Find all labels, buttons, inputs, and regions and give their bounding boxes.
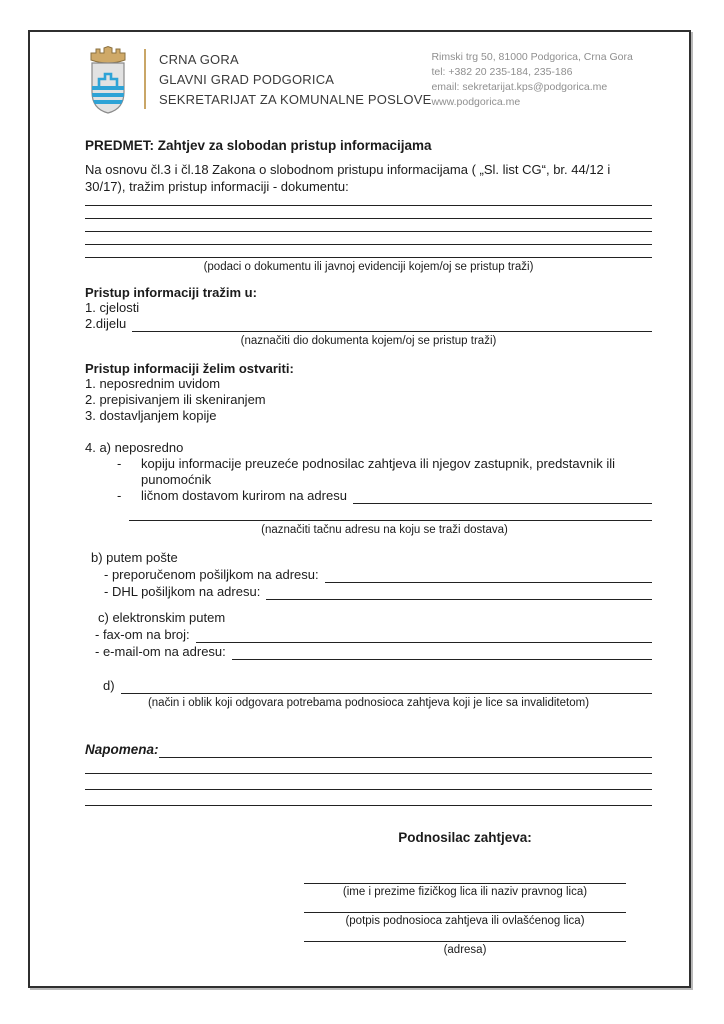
delivery-c-item-2-row	[95, 643, 652, 660]
blank-line	[325, 566, 652, 583]
delivery-b-item-2-row	[104, 583, 652, 600]
blank-line	[266, 583, 652, 600]
blank-line	[85, 232, 652, 245]
delivery-b-item-2-label: - DHL pošiljkom na adresu:	[104, 584, 261, 599]
contact-phone: tel: +382 20 235-184, 235-186	[431, 66, 573, 78]
access-scope-item-2-label: 2.dijelu	[85, 316, 127, 331]
delivery-a-items	[117, 456, 652, 536]
delivery-a-label: 4. a) neposredno	[85, 440, 184, 455]
blank-line	[85, 758, 652, 774]
header-divider	[144, 49, 146, 109]
document-page	[28, 30, 691, 988]
subject-line: PREDMET: Zahtjev za slobodan pristup informacijama	[85, 138, 432, 153]
delivery-b-item-1-row	[104, 566, 652, 583]
signature-address-line	[304, 927, 626, 942]
dash-bullet: -	[117, 488, 122, 503]
note-label: Napomena:	[85, 742, 159, 757]
access-method-item-2: 2. prepisivanjem ili skeniranjem	[85, 392, 266, 407]
blank-line	[85, 195, 652, 206]
access-method-item-3: 3. dostavljanjem kopije	[85, 408, 217, 423]
signature-sign-line	[304, 898, 626, 913]
delivery-b-item-1-label: - preporučenom pošiljkom na adresu:	[104, 567, 319, 582]
contact-email: email: sekretarijat.kps@podgorica.me	[431, 81, 608, 93]
org-line-country: CRNA GORA	[159, 52, 239, 67]
access-scope-item-2-row	[85, 316, 652, 332]
blank-line	[85, 245, 652, 258]
organization-name	[159, 44, 431, 110]
access-scope-caption: (naznačiti dio dokumenta kojem/oj se pristup traži)	[240, 335, 497, 347]
signature-name-caption: (ime i prezime fizičkog lica ili naziv pravnog lica)	[342, 886, 588, 898]
blank-line	[232, 643, 652, 660]
delivery-c-item-2-label: - e-mail-om na adresu:	[95, 644, 226, 659]
blank-line	[196, 626, 652, 643]
delivery-b-label: b) putem pošte	[91, 550, 178, 565]
delivery-a-item-1	[117, 456, 652, 488]
document-description-lines	[85, 195, 652, 258]
intro-paragraph: Na osnovu čl.3 i čl.18 Zakona o slobodnom pristupu informacijama ( „Sl. list CG“, br. 44/12 i 30/17), tražim pristup informaciji - dokumentu:	[85, 162, 611, 194]
org-line-secretariat: SEKRETARIJAT ZA KOMUNALNE POSLOVE	[159, 92, 432, 107]
contact-website: www.podgorica.me	[431, 96, 521, 108]
letterhead	[85, 44, 652, 116]
delivery-c-item-1-label: - fax-om na broj:	[95, 627, 190, 642]
signature-sign-caption: (potpis podnosioca zahtjeva ili ovlašćenog lica)	[345, 915, 585, 927]
delivery-a-caption: (naznačiti tačnu adresu na koju se traži dostava)	[261, 524, 508, 536]
delivery-d-caption: (način i oblik koji odgovara potrebama podnosioca zahtjeva koji je lice sa invaliditetom)	[147, 697, 590, 709]
signature-name-line	[304, 869, 626, 884]
delivery-d-label: d)	[103, 678, 115, 693]
blank-line	[85, 206, 652, 219]
blank-line	[132, 316, 652, 332]
access-method-heading: Pristup informaciji želim ostvariti:	[85, 361, 294, 376]
access-scope-item-1: 1. cjelosti	[85, 300, 140, 315]
delivery-d-row	[103, 678, 652, 694]
org-line-city: GLAVNI GRAD PODGORICA	[159, 72, 335, 87]
blank-line	[353, 488, 652, 504]
note-row	[85, 741, 652, 758]
delivery-a-item-2	[117, 488, 652, 504]
dash-bullet: -	[117, 456, 122, 471]
note-lines	[85, 758, 652, 806]
signature-address-caption: (adresa)	[443, 944, 487, 956]
access-method-item-1: 1. neposrednim uvidom	[85, 376, 221, 391]
delivery-c-label: c) elektronskim putem	[98, 610, 226, 625]
blank-line	[85, 774, 652, 790]
delivery-c-item-1-row	[95, 626, 652, 643]
signature-block	[304, 830, 626, 956]
contact-info	[431, 44, 691, 110]
document-caption: (podaci o dokumentu ili javnoj evidenciji kojem/oj se pristup traži)	[203, 261, 534, 273]
blank-line	[159, 741, 652, 758]
delivery-a-item-1-text: kopiju informacije preuzeće podnosilac zahtjeva ili njegov zastupnik, predstavnik ili punomoćnik	[141, 456, 616, 487]
contact-address: Rimski trg 50, 81000 Podgorica, Crna Gora	[431, 51, 633, 63]
access-scope-heading: Pristup informaciji tražim u:	[85, 285, 257, 300]
blank-line	[85, 790, 652, 806]
coat-of-arms-icon	[85, 44, 131, 116]
delivery-a-item-2-row	[141, 488, 652, 504]
blank-line	[85, 219, 652, 232]
signature-heading: Podnosilac zahtjeva:	[398, 830, 532, 845]
delivery-a-item-2-label: ličnom dostavom kurirom na adresu	[141, 488, 347, 503]
blank-line	[129, 510, 652, 521]
blank-line	[121, 678, 652, 694]
